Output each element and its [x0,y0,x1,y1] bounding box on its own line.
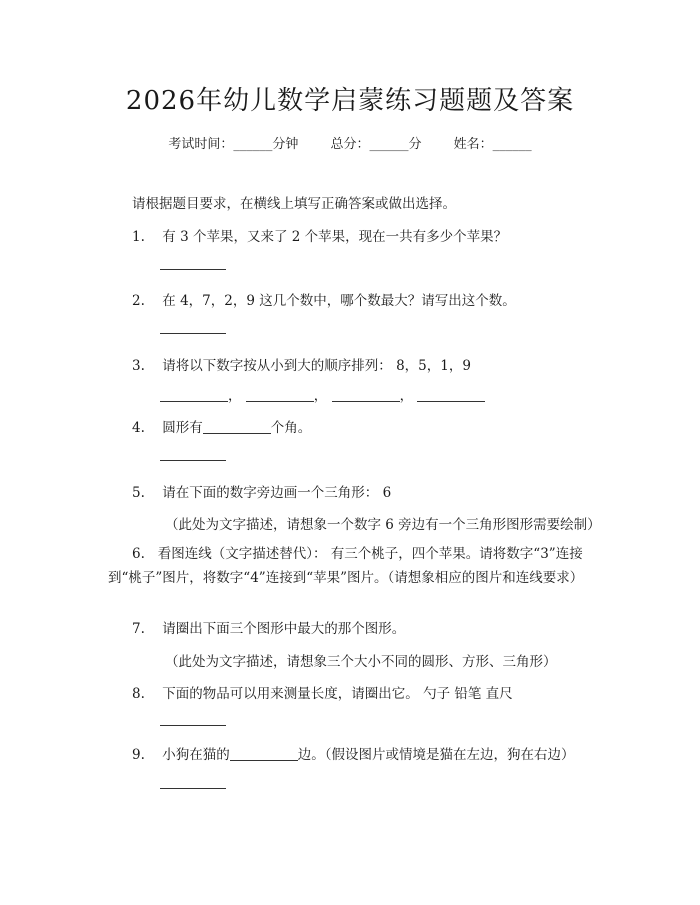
question-5-note: （此处为文字描述，请想象一个数字 6 旁边有一个三角形图形需要绘制） [165,517,601,533]
question-number: 4. [132,420,145,436]
question-7 [132,617,405,637]
question-7-note: （此处为文字描述，请想象三个大小不同的圆形、方形、三角形） [165,654,557,670]
answer-blank-8[interactable] [160,725,226,726]
question-text-after: 个角。 [270,420,312,436]
instructions: 请根据题目要求，在横线上填写正确答案或做出选择。 [132,196,456,212]
question-number: 7. [132,621,145,637]
student-name-field: 姓名：______ [453,137,532,152]
answer-blank-3b[interactable] [246,387,314,402]
answer-blank-1[interactable] [160,269,226,270]
question-text: 看图连线（文字描述替代）： 有三个桃子，四个苹果。请将数字“3”连接到“桃子”图片，将数字“4”连接到“苹果”图片。（请想象相应的图片和连线要求） [108,546,584,586]
question-9 [132,743,575,763]
question-text: 下面的物品可以用来测量长度，请圈出它。 勺子 铅笔 直尺 [162,686,513,702]
answer-blank-3a[interactable] [160,387,228,402]
answer-blank-3d[interactable] [417,387,485,402]
question-4 [132,416,311,436]
answer-line-9[interactable] [160,788,226,789]
question-number: 1. [132,229,145,245]
question-text-before: 圆形有 [162,420,203,436]
answer-blank-2[interactable] [160,333,226,334]
question-2 [132,289,516,309]
question-5 [132,481,391,501]
question-number: 9. [132,747,145,763]
question-3 [132,354,471,374]
question-1 [132,225,507,245]
page-title: 2026年幼儿数学启蒙练习题题及答案 [125,86,575,116]
question-number: 3. [132,358,145,374]
question-number: 8. [132,686,145,702]
question-number: 2. [132,293,145,309]
question-number: 6. [132,546,145,562]
question-8 [132,682,513,702]
question-text-after: 边。（假设图片或情境是猫在左边，狗在右边） [297,747,575,763]
answer-blank-3c[interactable] [332,387,400,402]
ordering-answer-row: ， ， ， [160,384,485,404]
question-text: 请圈出下面三个图形中最大的那个图形。 [162,621,406,637]
answer-blank-4[interactable] [203,419,271,434]
question-text: 有 3 个苹果，又来了 2 个苹果，现在一共有多少个苹果？ [162,229,508,245]
question-number: 5. [132,485,145,501]
question-text: 请将以下数字按从小到大的顺序排列： 8，5，1，9 [162,358,471,374]
total-score-field: 总分：______分 [330,137,422,152]
exam-time-field: 考试时间：______分钟 [168,137,299,152]
question-text-before: 小狗在猫的 [162,747,230,763]
answer-blank-9[interactable] [230,746,298,761]
exam-meta [0,133,700,152]
question-text: 请在下面的数字旁边画一个三角形： 6 [162,485,392,501]
answer-line-4[interactable] [160,460,226,461]
question-text: 在 4，7，2，9 这几个数中，哪个数最大？请写出这个数。 [162,293,516,309]
question-6 [108,542,596,590]
